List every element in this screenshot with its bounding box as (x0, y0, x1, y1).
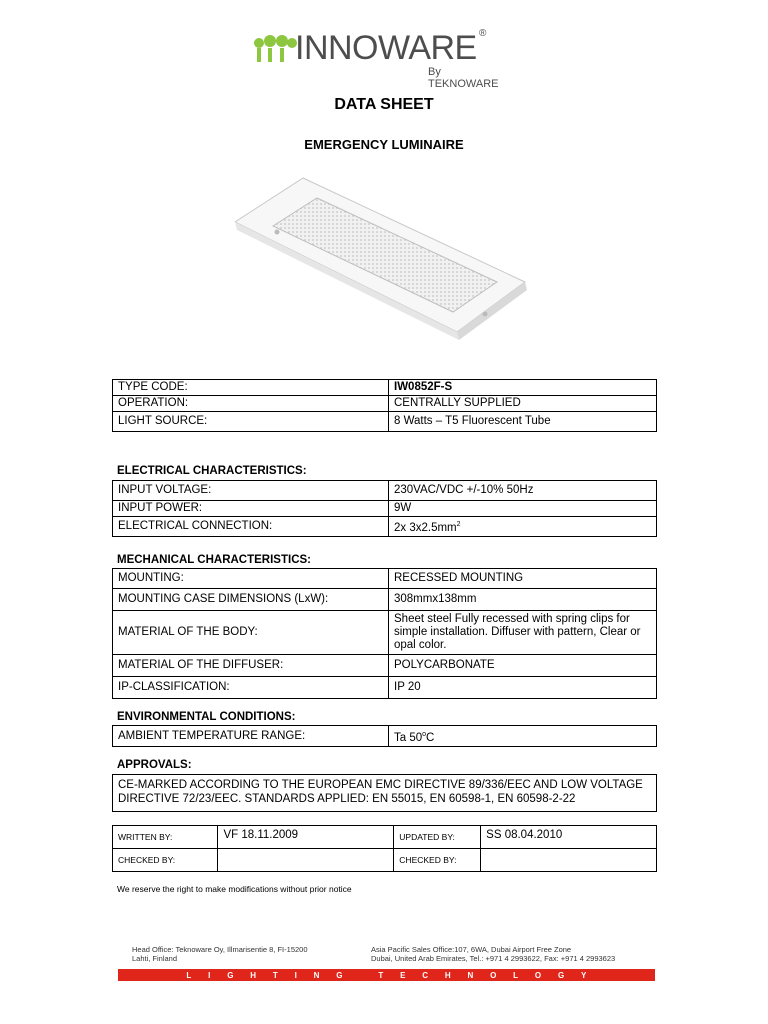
ip-classification-label: IP-CLASSIFICATION: (113, 677, 389, 699)
band-letter: I (294, 970, 297, 980)
band-letter: G (557, 970, 565, 980)
table-row (113, 611, 657, 655)
table-row (113, 412, 657, 432)
band-letter: E (400, 970, 406, 980)
band-letter: N (467, 970, 474, 980)
band-letter: G (336, 970, 343, 980)
lighting-technology-band (118, 969, 655, 981)
electrical-connection-cell (389, 517, 657, 537)
diffuser-material-value: POLYCARBONATE (389, 655, 657, 677)
updated-by-label: UPDATED BY: (394, 826, 481, 849)
ambient-temp-label: AMBIENT TEMPERATURE RANGE: (113, 726, 389, 747)
checked-by-value-2 (481, 849, 657, 872)
light-source-value: 8 Watts – T5 Fluorescent Tube (389, 412, 657, 432)
table-row (113, 677, 657, 699)
general-table (112, 379, 657, 432)
checked-by-value (218, 849, 394, 872)
electrical-connection-sup: 2 (456, 521, 461, 529)
body-material-value: Sheet steel Fully recessed with spring clips for simple installation. Diffuser with pattern, Clear or opal color. (389, 611, 657, 655)
input-voltage-value: 230VAC/VDC +/-10% 50Hz (389, 481, 657, 501)
written-by-value: VF 18.11.2009 (218, 826, 394, 849)
page-subtitle: EMERGENCY LUMINAIRE (304, 137, 464, 152)
innoware-logo (253, 28, 513, 90)
head-office-line-1: Head Office: Teknoware Oy, Illmarisentie 8, FI-15200 (132, 945, 308, 954)
band-letter: O (490, 970, 497, 980)
ambient-temp-cell (389, 726, 657, 747)
mounting-label: MOUNTING: (113, 569, 389, 589)
body-material-label: MATERIAL OF THE BODY: (113, 611, 389, 655)
table-row (113, 849, 657, 872)
logo-wordmark: INNOWARE (295, 29, 477, 67)
operation-label: OPERATION: (113, 396, 389, 412)
operation-value: CENTRALLY SUPPLIED (389, 396, 657, 412)
table-row (113, 655, 657, 677)
band-letter: G (227, 970, 234, 980)
degree-sup: o (422, 730, 427, 738)
electrical-connection-label: ELECTRICAL CONNECTION: (113, 517, 389, 537)
input-power-label: INPUT POWER: (113, 501, 389, 517)
checked-by-label-2: CHECKED BY: (394, 849, 481, 872)
table-row (113, 517, 657, 537)
band-letter: Y (581, 970, 587, 980)
ip-classification-value: IP 20 (389, 677, 657, 699)
asia-office-line-2: Dubai, United Arab Emirates, Tel.: +971 4 2993622, Fax: +971 4 2993623 (371, 954, 616, 963)
environmental-table (112, 725, 657, 747)
electrical-connection-value: 2x 3x2.5mm (394, 521, 457, 534)
environmental-heading: ENVIRONMENTAL CONDITIONS: (117, 711, 296, 723)
band-letter: L (513, 970, 519, 980)
ambient-temp-unit: C (426, 731, 435, 744)
page-title: DATA SHEET (334, 96, 434, 113)
table-row (113, 380, 657, 396)
electrical-table (112, 480, 657, 537)
band-letter: C (422, 970, 429, 980)
head-office-address (132, 945, 308, 963)
band-letter: N (313, 970, 320, 980)
case-dimensions-label: MOUNTING CASE DIMENSIONS (LxW): (113, 589, 389, 611)
luminaire-product-image (235, 170, 535, 345)
logo-tagline: By TEKNOWARE (428, 66, 499, 90)
input-voltage-label: INPUT VOLTAGE: (113, 481, 389, 501)
diffuser-material-label: MATERIAL OF THE DIFFUSER: (113, 655, 389, 677)
mechanical-table (112, 568, 657, 699)
logo-dots-icon (253, 34, 297, 64)
case-dimensions-value: 308mmx138mm (389, 589, 657, 611)
written-by-label: WRITTEN BY: (113, 826, 218, 849)
band-letter: H (444, 970, 451, 980)
ambient-temp-value: Ta 50 (394, 731, 423, 744)
signoff-table (112, 825, 657, 872)
type-code-label: TYPE CODE: (113, 380, 389, 396)
registered-mark: ® (479, 28, 487, 39)
asia-office-line-1: Asia Pacific Sales Office:107, 6WA, Dubai Airport Free Zone (371, 945, 572, 954)
table-row (113, 501, 657, 517)
band-letter: H (250, 970, 257, 980)
light-source-label: LIGHT SOURCE: (113, 412, 389, 432)
modification-notice: We reserve the right to make modifications without prior notice (117, 884, 352, 894)
band-letter: O (534, 970, 542, 980)
band-letter: T (378, 970, 384, 980)
electrical-heading: ELECTRICAL CHARACTERISTICS: (117, 465, 307, 477)
checked-by-label: CHECKED BY: (113, 849, 218, 872)
table-row (113, 726, 657, 747)
band-letter: I (208, 970, 211, 980)
approvals-text: CE-MARKED ACCORDING TO THE EUROPEAN EMC DIRECTIVE 89/336/EEC AND LOW VOLTAGE DIRECTIVE 72/23/EEC. STANDARDS APPLIED: EN 55015, EN 60598-1, EN 60598-2-22 (112, 774, 657, 812)
band-letter: L (186, 970, 192, 980)
band-letter (359, 971, 361, 980)
band-letter: T (272, 970, 278, 980)
type-code-value: IW0852F-S (389, 380, 657, 396)
approvals-heading: APPROVALS: (117, 759, 192, 771)
table-row (113, 589, 657, 611)
mounting-value: RECESSED MOUNTING (389, 569, 657, 589)
mechanical-heading: MECHANICAL CHARACTERISTICS: (117, 554, 312, 566)
table-row (113, 826, 657, 849)
table-row (113, 396, 657, 412)
input-power-value: 9W (389, 501, 657, 517)
updated-by-value: SS 08.04.2010 (481, 826, 657, 849)
table-row (113, 569, 657, 589)
asia-office-address (371, 945, 615, 963)
table-row (113, 481, 657, 501)
head-office-line-2: Lahti, Finland (132, 954, 178, 963)
